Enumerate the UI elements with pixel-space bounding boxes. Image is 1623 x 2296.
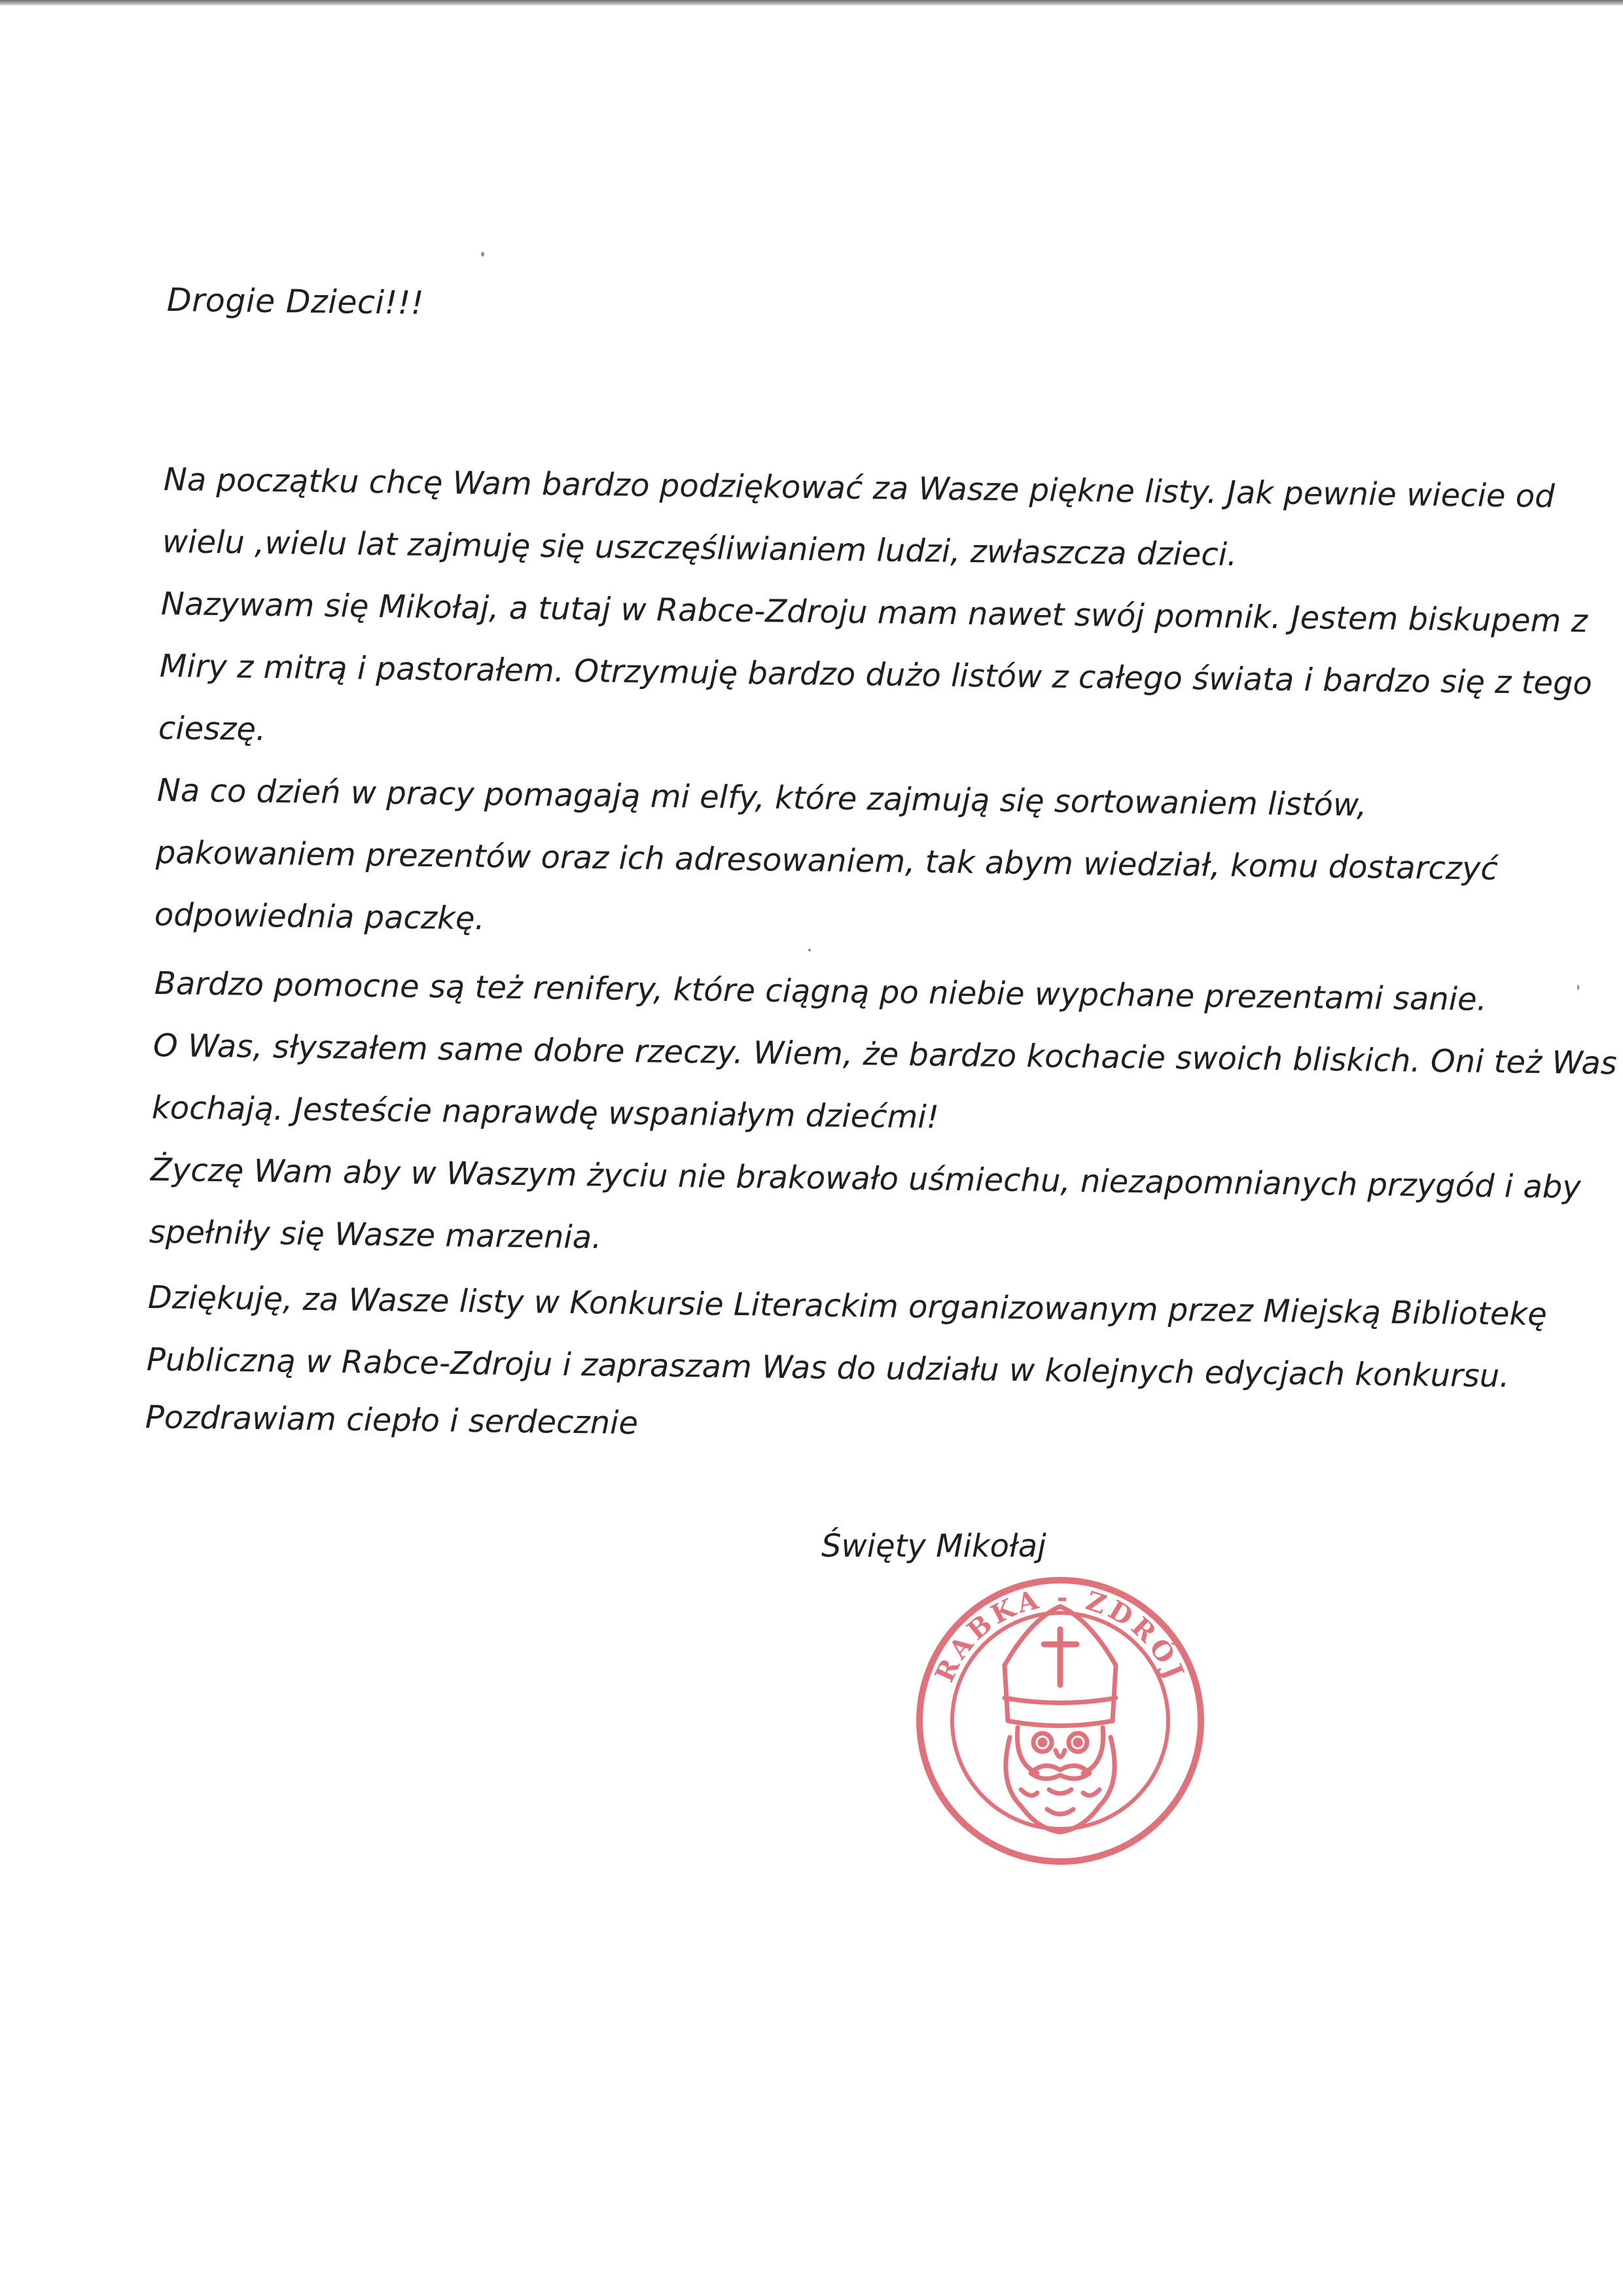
letter-line-6: Na co dzień w pracy pomagają mi elfy, które zajmują się sortowaniem listów,: [156, 772, 1367, 824]
scan-speck: [808, 949, 811, 951]
letter-line-8: odpowiednia paczkę.: [154, 896, 486, 938]
letter-line-1: Na początku chcę Wam bardzo podziękować za Wasze piękne listy. Jak pewnie wiecie od: [163, 461, 1555, 515]
letter-line-2: wielu ,wielu lat zajmuję się uszczęśliwianiem ludzi, zwłaszcza dzieci.: [162, 523, 1238, 574]
letter-line-14: Dziękuję, za Wasze listy w Konkursie Literackim organizowanym przez Miejską Bibliotekę: [147, 1279, 1548, 1333]
letter-line-3: Nazywam się Mikołaj, a tutaj w Rabce-Zdroju mam nawet swój pomnik. Jestem biskupem z: [160, 586, 1588, 640]
letter-line-5: cieszę.: [158, 710, 266, 749]
scan-edge: [0, 0, 1623, 5]
stamp-graphic: [906, 1567, 1214, 1875]
letter-line-16: Pozdrawiam ciepło i serdecznie: [145, 1399, 639, 1442]
letter-greeting: Drogie Dzieci!!!: [166, 281, 425, 322]
letter-line-13: spełniły się Wasze marzenia.: [149, 1214, 602, 1256]
letter-line-10: O Was, słyszałem same dobre rzeczy. Wiem, że bardzo kochacie swoich bliskich. Oni też Was: [152, 1027, 1618, 1082]
letter-line-15: Publiczną w Rabce-Zdroju i zapraszam Was do udziału w kolejnych edycjach konkursu.: [146, 1341, 1510, 1395]
letter-line-12: Życzę Wam aby w Waszym życiu nie brakowało uśmiechu, niezapomnianych przygód i aby: [150, 1152, 1582, 1206]
letter-line-7: pakowaniem prezentów oraz ich adresowaniem, tak abym wiedział, komu dostarczyć: [155, 834, 1499, 888]
letter-line-9: Bardzo pomocne są też renifery, które ciągną po niebie wypchane prezentami sanie.: [154, 965, 1488, 1018]
signature: Święty Mikołaj: [821, 1528, 1046, 1564]
stamp-text: RABKA - ZDRÓJ: [929, 1581, 1192, 1687]
letter-line-11: kochają. Jesteście naprawdę wspaniałym dziećmi!: [151, 1089, 940, 1136]
letter-line-4: Miry z mitrą i pastorałem. Otrzymuję bardzo dużo listów z całego świata i bardzo się z tego: [159, 648, 1593, 702]
scan-speck: [1577, 985, 1579, 990]
saint-nicholas-stamp-icon: [906, 1567, 1214, 1875]
scan-speck: [481, 252, 484, 256]
